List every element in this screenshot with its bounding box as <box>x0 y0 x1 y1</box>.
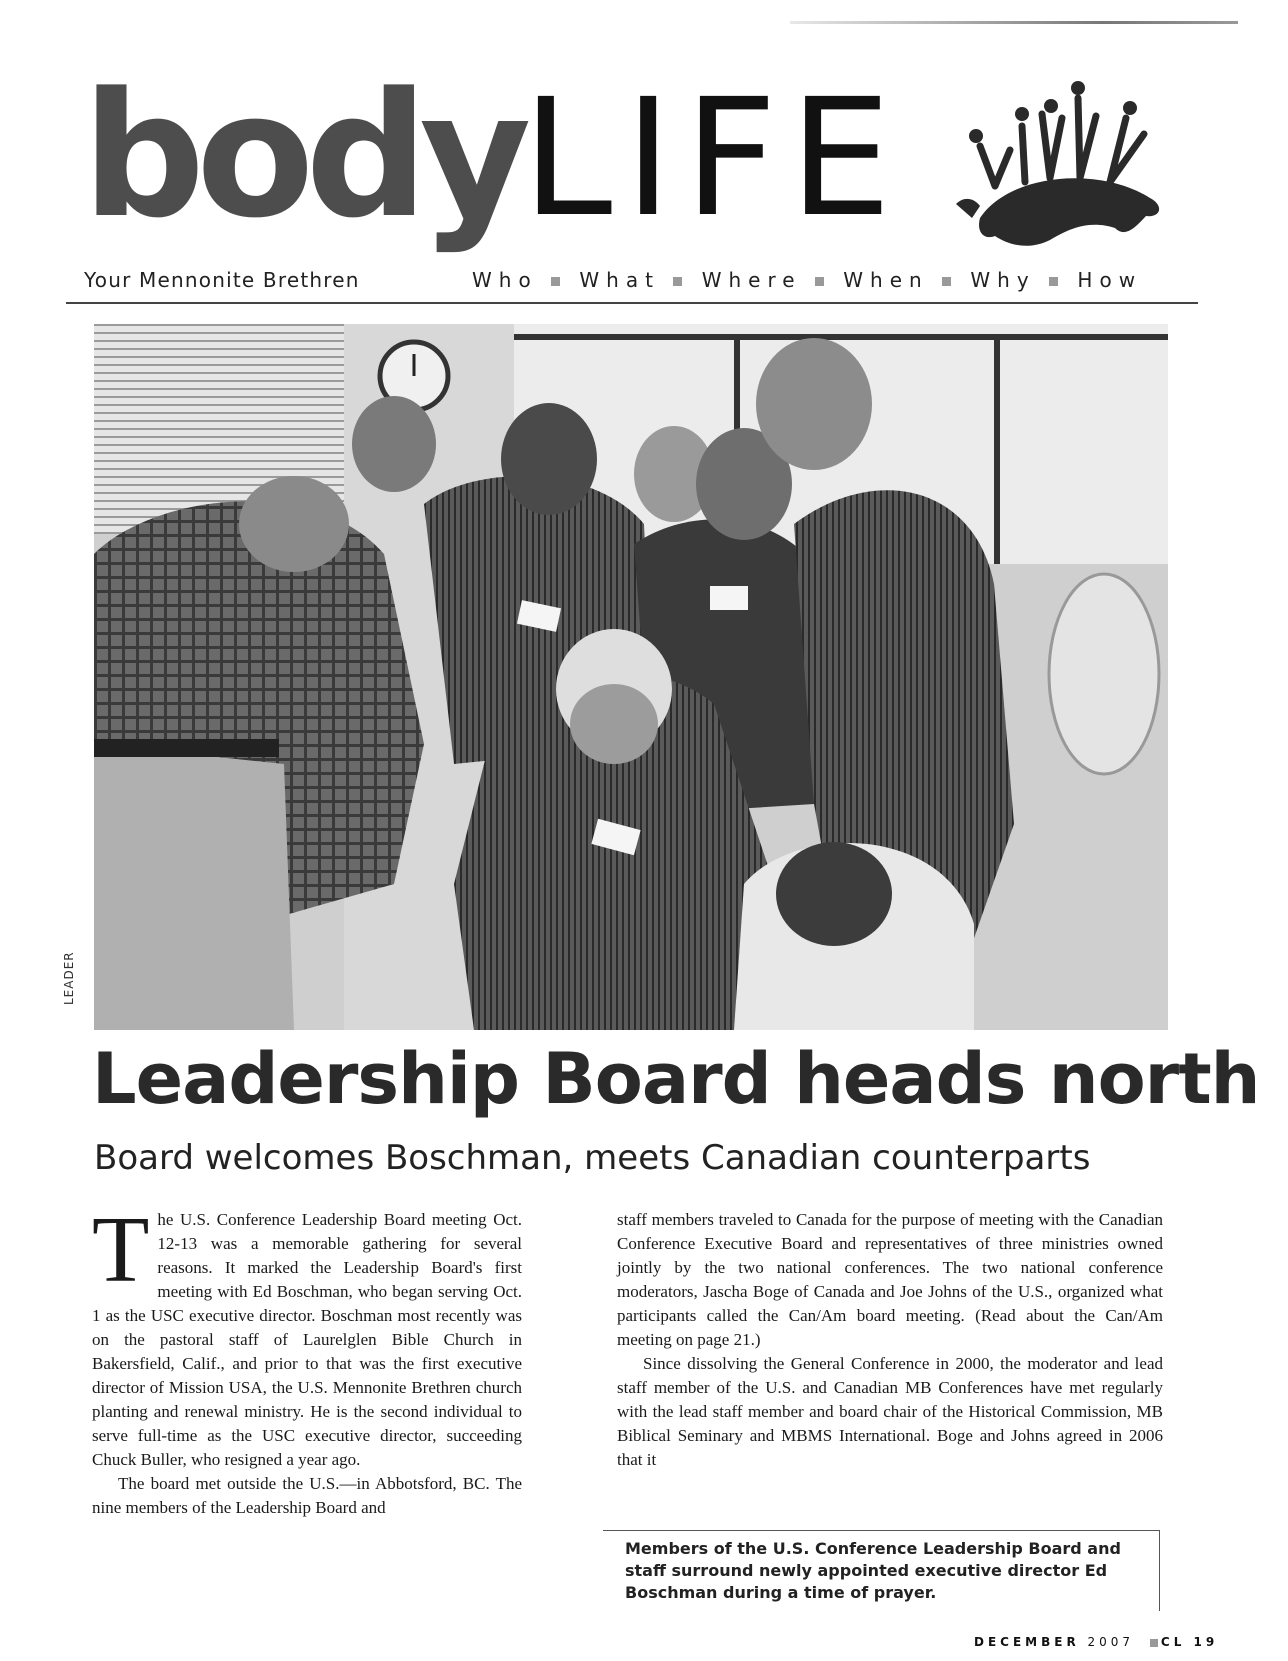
wwwh-how: How <box>1077 268 1143 292</box>
square-bullet-icon <box>551 277 560 286</box>
square-bullet-icon <box>815 277 824 286</box>
article-column-2 <box>617 1208 1163 1472</box>
wwwh-why: Why <box>970 268 1036 292</box>
wwwh-what: What <box>579 268 660 292</box>
drop-cap: T <box>92 1198 150 1302</box>
paragraph-3: staff members traveled to Canada for the purpose of meeting with the Canadian Conference Executive Board and representatives of three ministries owned jointly by the two national conferences. The two national conference moderators, Jascha Boge of Canada and Joe Johns of the U.S., organized what participants called the Can/Am board meeting. (Read about the Can/Am meeting on page 21.) <box>617 1210 1163 1349</box>
square-bullet-icon <box>942 277 951 286</box>
article-subhead: Board welcomes Boschman, meets Canadian counterparts <box>94 1138 1091 1178</box>
wwwh-when: When <box>843 268 929 292</box>
wwwh-who: Who <box>472 268 538 292</box>
page-folio <box>974 1635 1218 1649</box>
square-bullet-icon <box>1049 277 1058 286</box>
article-headline: Leadership Board heads north <box>92 1038 1260 1120</box>
masthead-rule <box>66 302 1198 304</box>
people-globe-icon <box>950 78 1170 258</box>
logo-body-word: body <box>82 55 523 256</box>
square-bullet-icon <box>673 277 682 286</box>
photo-credit: LEADER <box>62 951 76 1005</box>
article-column-1 <box>92 1198 522 1520</box>
wwwh-where: Where <box>701 268 802 292</box>
paragraph-1 <box>92 1198 522 1472</box>
who-what-where-row <box>472 268 1142 292</box>
prayer-group-photo <box>94 324 1168 1030</box>
photo-caption: Members of the U.S. Conference Leadership Board and staff surround newly appointed executive director Ed Boschman during a time of prayer. <box>625 1539 1121 1602</box>
paragraph-4: Since dissolving the General Conference in 2000, the moderator and lead staff member of the U.S. and Canadian MB Conferences have met regularly with the lead staff member and board chair of the Historical Commission, MB Biblical Seminary and MBMS International. Boge and Johns agreed in 2006 that it <box>617 1354 1163 1469</box>
paragraph-2: The board met outside the U.S.—in Abbotsford, BC. The nine members of the Leadership Board and <box>92 1474 522 1517</box>
logo-life-word: LIFE <box>522 65 904 253</box>
square-bullet-icon <box>1150 1639 1158 1647</box>
masthead <box>82 55 1192 290</box>
masthead-tagline: Your Mennonite Brethren <box>84 268 360 292</box>
paragraph-1-text: he U.S. Conference Leadership Board meeting Oct. 12-13 was a memorable gathering for several reasons. It marked the Leadership Board's first meeting with Ed Boschman, who began serving Oct. 1 as the USC executive director. Boschman most recently was on the pastoral staff of Laurelglen Bible Church in Bakersfield, Calif., and prior to that was the first executive director of Mission USA, the U.S. Mennonite Brethren church planting and renewal ministry. He is the second individual to serve full-time as the USC executive director, succeeding Chuck Buller, who resigned a year ago. <box>92 1210 522 1469</box>
folio-year: 2007 <box>1087 1635 1135 1649</box>
folio-page: CL 19 <box>1160 1635 1219 1649</box>
top-decorative-rule <box>790 21 1238 24</box>
folio-month: DECEMBER <box>974 1635 1080 1649</box>
